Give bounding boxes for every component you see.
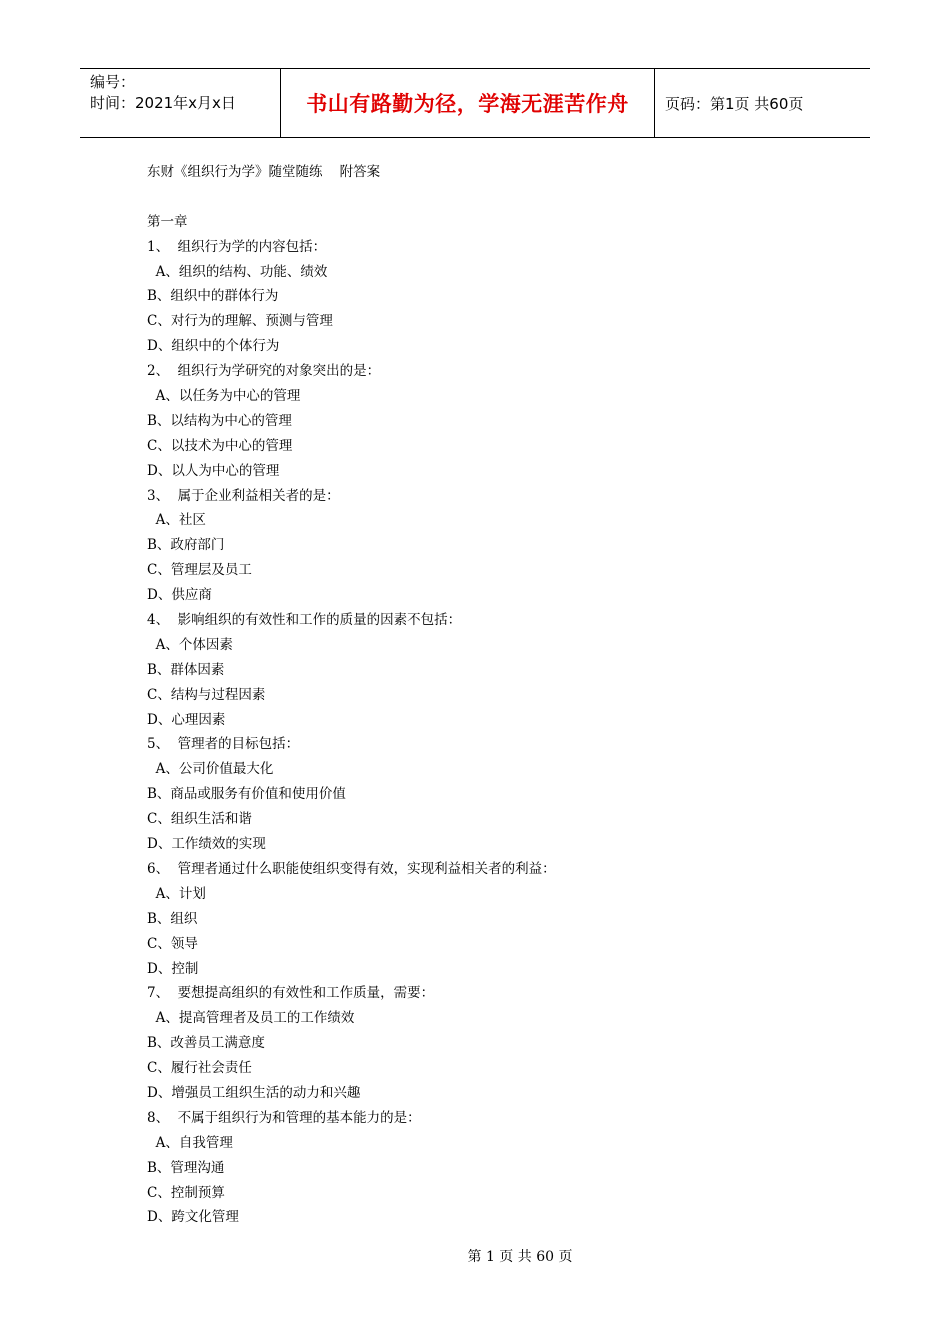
text-line: A、以任务为中心的管理 <box>147 388 301 405</box>
text-line: D、工作绩效的实现 <box>147 836 266 853</box>
text-line: 2、 组织行为学研究的对象突出的是： <box>147 363 381 380</box>
text-line: D、供应商 <box>147 587 212 604</box>
text-line: A、公司价值最大化 <box>147 761 274 778</box>
text-line: 7、 要想提高组织的有效性和工作质量，需要： <box>147 985 435 1002</box>
page-footer: 第 1 页 共 60 页 <box>467 1249 573 1265</box>
number-label: 编号： <box>90 73 136 91</box>
text-line: 4、 影响组织的有效性和工作的质量的因素不包括： <box>147 612 462 629</box>
text-line: C、对行为的理解、预测与管理 <box>147 313 333 330</box>
text-line: C、履行社会责任 <box>147 1060 252 1077</box>
text-line: 6、 管理者通过什么职能使组织变得有效，实现利益相关者的利益： <box>147 860 556 877</box>
text-line: 5、 管理者的目标包括： <box>147 736 300 753</box>
text-line: A、社区 <box>147 512 206 529</box>
text-line: D、以人为中心的管理 <box>147 462 280 479</box>
header-meta <box>80 69 281 137</box>
text-line: C、结构与过程因素 <box>147 686 266 703</box>
text-line: C、以技术为中心的管理 <box>147 437 293 454</box>
header-motto: 书山有路勤为径，学海无涯苦作舟 <box>281 69 655 137</box>
text-line: B、群体因素 <box>147 661 225 678</box>
text-line: 1、 组织行为学的内容包括： <box>147 238 327 255</box>
text-line: A、组织的结构、功能、绩效 <box>147 263 328 280</box>
text-line: B、商品或服务有价值和使用价值 <box>147 786 346 803</box>
text-line: D、心理因素 <box>147 711 226 728</box>
header-page-label: 页码：第1页 共60页 <box>665 94 804 113</box>
text-line: D、控制 <box>147 960 199 977</box>
text-line: C、组织生活和谐 <box>147 811 252 828</box>
text-line: A、提高管理者及员工的工作绩效 <box>147 1010 355 1027</box>
text-line: 第一章 <box>147 213 188 230</box>
text-line: 3、 属于企业利益相关者的是： <box>147 487 340 504</box>
page-header <box>80 68 870 138</box>
text-line: C、领导 <box>147 935 198 952</box>
text-line: B、改善员工满意度 <box>147 1035 265 1052</box>
document-title: 东财《组织行为学》随堂随练 附答案 <box>147 164 381 180</box>
text-line: B、政府部门 <box>147 537 225 554</box>
text-line: D、增强员工组织生活的动力和兴趣 <box>147 1084 361 1101</box>
text-line: B、管理沟通 <box>147 1159 225 1176</box>
text-line: B、组织中的群体行为 <box>147 288 279 305</box>
text-line: D、跨文化管理 <box>147 1209 239 1226</box>
text-line: A、自我管理 <box>147 1134 233 1151</box>
text-line: C、控制预算 <box>147 1184 225 1201</box>
question-list <box>147 210 556 1231</box>
text-line: D、组织中的个体行为 <box>147 338 280 355</box>
text-line: C、管理层及员工 <box>147 562 252 579</box>
text-line: 8、 不属于组织行为和管理的基本能力的是： <box>147 1109 421 1126</box>
text-line: A、个体因素 <box>147 636 233 653</box>
text-line: B、组织 <box>147 910 198 927</box>
text-line: A、计划 <box>147 885 206 902</box>
text-line: B、以结构为中心的管理 <box>147 412 292 429</box>
time-label: 时间：2021年x月x日 <box>90 94 236 112</box>
document-body <box>147 160 556 1230</box>
